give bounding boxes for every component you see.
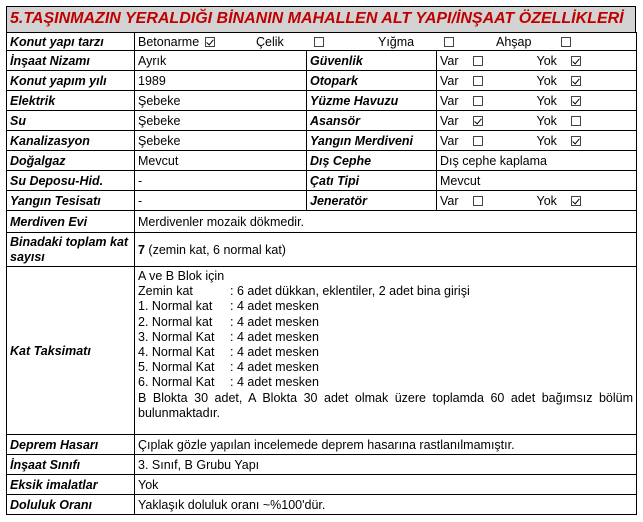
option-ahsap[interactable]: Ahşap — [496, 35, 571, 49]
option-yigma[interactable]: Yığma — [378, 35, 496, 49]
row-value: Ayrık — [135, 51, 307, 71]
checkbox-checked-icon[interactable] — [571, 76, 581, 86]
var-option[interactable]: Var — [440, 114, 537, 128]
checkbox-checked-icon[interactable] — [571, 96, 581, 106]
row-label: Dış Cephe — [307, 151, 437, 171]
row-label: Doğalgaz — [7, 151, 135, 171]
row-label: Çatı Tipi — [307, 171, 437, 191]
row-label: İnşaat Sınıfı — [7, 455, 135, 475]
yok-option[interactable]: Yok — [537, 74, 634, 88]
table-row — [7, 191, 637, 211]
table-row — [7, 267, 637, 435]
row-value: Merdivenler mozaik dökmedir. — [135, 211, 637, 233]
row-value: Şebeke — [135, 91, 307, 111]
floor-count-value: 7 (zemin kat, 6 normal kat) — [135, 233, 637, 267]
row-label: Güvenlik — [307, 51, 437, 71]
row-label: Elektrik — [7, 91, 135, 111]
row-value: Mevcut — [135, 151, 307, 171]
row-label: Yangın Tesisatı — [7, 191, 135, 211]
var-yok-cell — [437, 191, 637, 211]
row-label: Konut yapım yılı — [7, 71, 135, 91]
row-value: Şebeke — [135, 111, 307, 131]
floor-line: 4. Normal Kat : 4 adet mesken — [138, 345, 319, 360]
floor-line: 5. Normal Kat : 4 adet mesken — [138, 360, 319, 375]
checkbox-icon[interactable] — [571, 116, 581, 126]
table-row — [7, 71, 637, 91]
checkbox-checked-icon[interactable] — [473, 116, 483, 126]
row-value: 3. Sınıf, B Grubu Yapı — [135, 455, 637, 475]
checkbox-icon[interactable] — [314, 37, 324, 47]
floor-intro: A ve B Blok için — [138, 269, 225, 283]
checkbox-checked-icon[interactable] — [571, 136, 581, 146]
checkbox-icon[interactable] — [444, 37, 454, 47]
section-title: 5.TAŞINMAZIN YERALDIĞI BİNANIN MAHALLEN ALT YAPI/İNŞAAT ÖZELLİKLERİ — [6, 6, 636, 32]
row-value: - — [135, 191, 307, 211]
var-option[interactable]: Var — [440, 74, 537, 88]
row-value: Şebeke — [135, 131, 307, 151]
yok-option[interactable]: Yok — [537, 94, 634, 108]
option-celik[interactable]: Çelik — [256, 35, 378, 49]
table-row — [7, 111, 637, 131]
row-label: Binadaki toplam kat sayısı — [7, 233, 135, 267]
yok-option[interactable]: Yok — [537, 114, 634, 128]
var-option[interactable]: Var — [440, 134, 537, 148]
var-yok-cell — [437, 71, 637, 91]
floor-line: 6. Normal Kat : 4 adet mesken — [138, 375, 319, 390]
table-row — [7, 455, 637, 475]
construction-type-label: Konut yapı tarzı — [7, 33, 135, 51]
yok-option[interactable]: Yok — [537, 134, 634, 148]
floor-line: 1. Normal kat : 4 adet mesken — [138, 299, 319, 314]
table-row — [7, 475, 637, 495]
row-value: - — [135, 171, 307, 191]
row-value: Yaklaşık doluluk oranı ~%100'dür. — [135, 495, 637, 515]
yok-option[interactable]: Yok — [537, 194, 634, 208]
table-row — [7, 495, 637, 515]
table-row — [7, 131, 637, 151]
checkbox-icon[interactable] — [473, 56, 483, 66]
floor-distribution-cell — [135, 267, 637, 435]
table-row — [7, 151, 637, 171]
row-label: Su Deposu-Hid. — [7, 171, 135, 191]
row-label: Otopark — [307, 71, 437, 91]
checkbox-icon[interactable] — [473, 196, 483, 206]
row-value: Mevcut — [437, 171, 637, 191]
property-features-table — [6, 32, 637, 515]
var-yok-cell — [437, 91, 637, 111]
row-value: Dış cephe kaplama — [437, 151, 637, 171]
row-label: Asansör — [307, 111, 437, 131]
table-row — [7, 211, 637, 233]
var-option[interactable]: Var — [440, 94, 537, 108]
table-row — [7, 91, 637, 111]
construction-type-row — [7, 33, 637, 51]
var-option[interactable]: Var — [440, 194, 537, 208]
row-value: Çıplak gözle yapılan incelemede deprem hasarına rastlanılmamıştır. — [135, 435, 637, 455]
checkbox-icon[interactable] — [473, 76, 483, 86]
construction-type-options — [135, 33, 637, 51]
row-label: Su — [7, 111, 135, 131]
checkbox-checked-icon[interactable] — [205, 37, 215, 47]
row-label: Deprem Hasarı — [7, 435, 135, 455]
row-label: Yangın Merdiveni — [307, 131, 437, 151]
row-label: Kanalizasyon — [7, 131, 135, 151]
checkbox-checked-icon[interactable] — [571, 196, 581, 206]
checkbox-icon[interactable] — [561, 37, 571, 47]
table-row — [7, 233, 637, 267]
checkbox-checked-icon[interactable] — [571, 56, 581, 66]
yok-option[interactable]: Yok — [537, 54, 634, 68]
var-yok-cell — [437, 111, 637, 131]
checkbox-icon[interactable] — [473, 136, 483, 146]
table-row — [7, 435, 637, 455]
row-label: Doluluk Oranı — [7, 495, 135, 515]
var-option[interactable]: Var — [440, 54, 537, 68]
row-label: Yüzme Havuzu — [307, 91, 437, 111]
table-row — [7, 171, 637, 191]
table-row — [7, 51, 637, 71]
var-yok-cell — [437, 51, 637, 71]
row-value: Yok — [135, 475, 637, 495]
floor-line: Zemin kat : 6 adet dükkan, eklentiler, 2 adet bina girişi — [138, 284, 470, 299]
row-label: Eksik imalatlar — [7, 475, 135, 495]
row-label: Merdiven Evi — [7, 211, 135, 233]
floor-line: 3. Normal Kat : 4 adet mesken — [138, 329, 319, 344]
option-betonarme[interactable]: Betonarme — [138, 35, 256, 49]
row-label: Jeneratör — [307, 191, 437, 211]
floor-line: 2. Normal kat : 4 adet mesken — [138, 314, 319, 329]
row-label: Kat Taksimatı — [7, 267, 135, 435]
row-value: 1989 — [135, 71, 307, 91]
floor-distribution — [138, 269, 633, 421]
floor-summary: B Blokta 30 adet, A Blokta 30 adet olmak üzere toplamda 60 adet bağımsız bölüm bulunmaktadır. — [138, 390, 634, 420]
row-label: İnşaat Nizamı — [7, 51, 135, 71]
checkbox-icon[interactable] — [473, 96, 483, 106]
var-yok-cell — [437, 131, 637, 151]
